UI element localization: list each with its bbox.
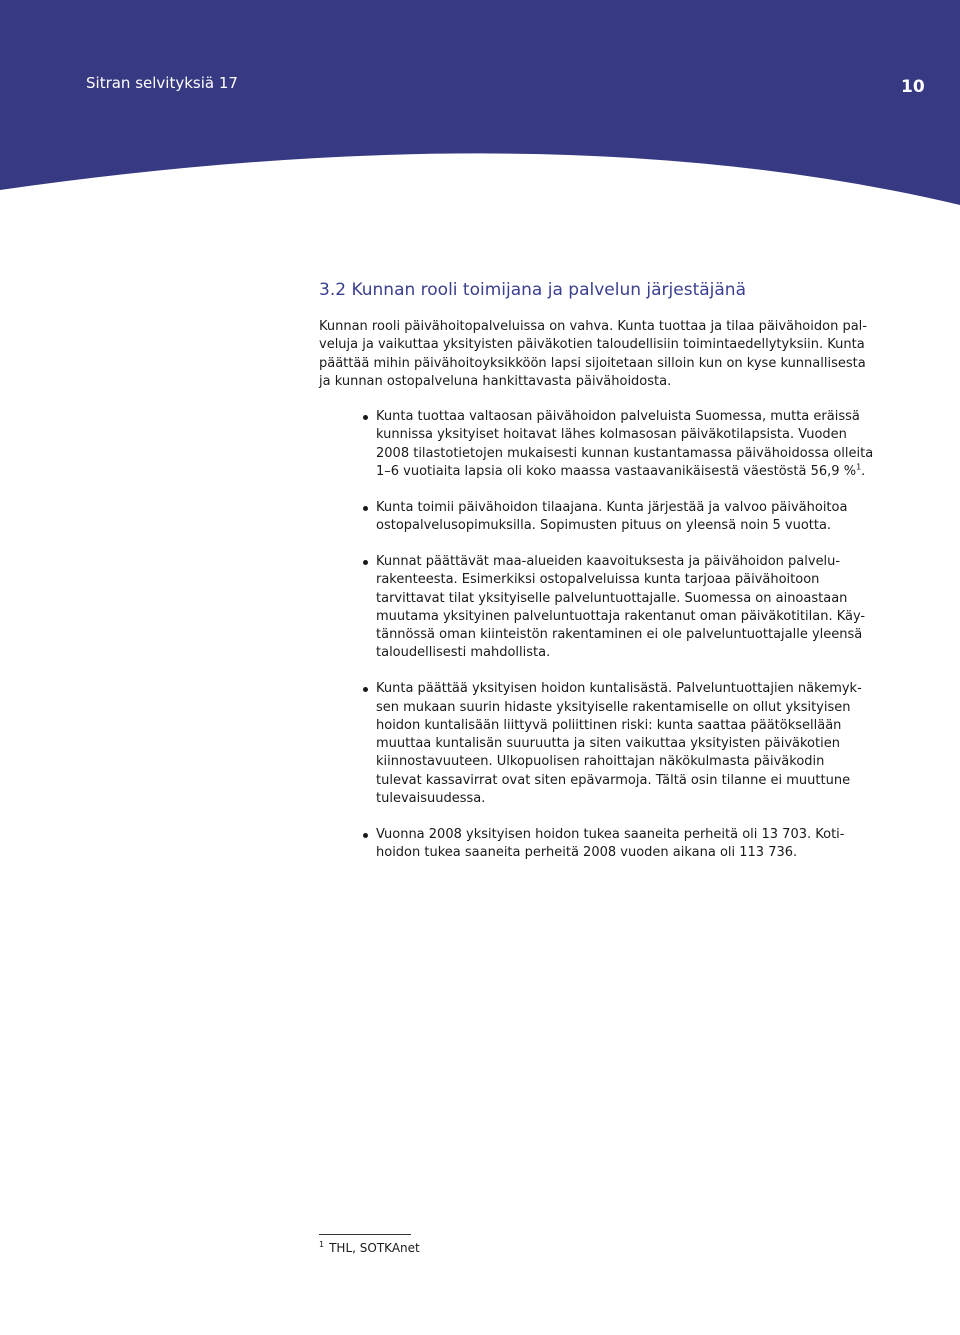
footnote <box>319 1241 420 1255</box>
bullet-item <box>376 408 874 481</box>
bullet-line: taloudellisesti mahdollista. <box>376 645 551 661</box>
intro-line: Kunnan rooli päivähoitopalveluissa on vahva. Kunta tuottaa ja tilaa päivähoidon pal- <box>319 319 867 334</box>
bullet-dot-icon <box>363 833 368 838</box>
bullet-item <box>376 826 867 863</box>
bullet-line: hoidon kuntalisään liittyvä poliittinen riski: kunta saattaa päätöksellään <box>376 717 842 733</box>
intro-line: ja kunnan ostopalveluna hankittavasta päivähoidosta. <box>319 373 672 389</box>
bullet-dot-icon <box>363 687 368 692</box>
bullet-line: Kunta päättää yksityisen hoidon kuntalisästä. Palveluntuottajien näkemyk- <box>376 681 862 697</box>
header-band <box>0 0 960 210</box>
bullet-line: tännössä oman kiinteistön rakentaminen ei ole palveluntuottajalle yleensä <box>376 627 863 643</box>
bullet-list <box>319 408 874 862</box>
intro-paragraph <box>319 318 867 391</box>
intro-line: päättää mihin päivähoitoyksikköön lapsi sijoitetaan silloin kun on kyse kunnallisesta <box>319 355 866 371</box>
bullet-line: Kunnat päättävät maa-alueiden kaavoituksesta ja päivähoidon palvelu- <box>376 553 841 569</box>
bullet-dot-icon <box>363 415 368 420</box>
bullet-line: muuttaa kuntalisän suuruutta ja siten vaikuttaa yksityisten päiväkotien <box>376 736 840 752</box>
bullet-dot-icon <box>363 506 368 511</box>
main-content <box>319 278 874 880</box>
bullet-line: 1–6 vuotiaita lapsia oli koko maassa vastaavanikäisestä väestöstä 56,9 % <box>376 464 857 480</box>
bullet-item <box>376 499 867 536</box>
bullet-line: tulevaisuudessa. <box>376 791 486 807</box>
page-number: 10 <box>901 77 925 97</box>
bullet-line: rakenteesta. Esimerkiksi ostopalveluissa kunta tarjoaa päivähoitoon <box>376 572 820 588</box>
sentence-end: . <box>861 464 866 480</box>
series-title: Sitran selvityksiä 17 <box>86 74 238 92</box>
bullet-line: kiinnostavuuteen. Ulkopuolisen rahoittajan näkökulmasta päiväkodin <box>376 754 825 770</box>
section-heading: 3.2 Kunnan rooli toimijana ja palvelun järjestäjänä <box>319 280 746 300</box>
bullet-line: muutama yksityinen palveluntuottaja rakentanut oman päiväkotitilan. Käy- <box>376 608 866 624</box>
bullet-line: ostopalvelusopimuksilla. Sopimusten pituus on yleensä noin 5 vuotta. <box>376 518 832 534</box>
bullet-line: Vuonna 2008 yksityisen hoidon tukea saaneita perheitä oli 13 703. Koti- <box>376 826 845 842</box>
bullet-item <box>376 553 867 663</box>
bullet-line: hoidon tukea saaneita perheitä 2008 vuoden aikana oli 113 736. <box>376 845 798 861</box>
bullet-line: kunnissa yksityiset hoitavat lähes kolmasosan päiväkotilapsista. Vuoden <box>376 427 847 443</box>
bullet-item <box>376 680 867 808</box>
bullet-line: Kunta tuottaa valtaosan päivähoidon palveluista Suomessa, mutta eräissä <box>376 409 860 425</box>
bullet-line: tulevat kassavirrat ovat siten epävarmoja. Tältä osin tilanne ei muuttune <box>376 772 851 788</box>
bullet-line: Kunta toimii päivähoidon tilaajana. Kunta järjestää ja valvoo päivähoitoa <box>376 499 848 515</box>
bullet-dot-icon <box>363 560 368 565</box>
bullet-line: sen mukaan suurin hidaste yksityiselle rakentamiselle on ollut yksityisen <box>376 699 851 715</box>
bullet-line: tarvittavat tilat yksityiselle palveluntuottajalle. Suomessa on ainoastaan <box>376 590 848 606</box>
footnote-number: 1 <box>319 1240 325 1249</box>
footnote-ref[interactable]: 1 <box>856 462 862 472</box>
bullet-line-with-ref <box>376 463 867 481</box>
footnote-text: THL, SOTKAnet <box>329 1241 420 1255</box>
footnote-divider <box>319 1234 411 1235</box>
bullet-line: 2008 tilastotietojen mukaisesti kunnan kustantamassa päivähoidossa olleita <box>376 445 874 461</box>
intro-line: veluja ja vaikuttaa yksityisten päiväkotien taloudellisiin toimintaedellytyksiin. Kunta <box>319 337 865 353</box>
